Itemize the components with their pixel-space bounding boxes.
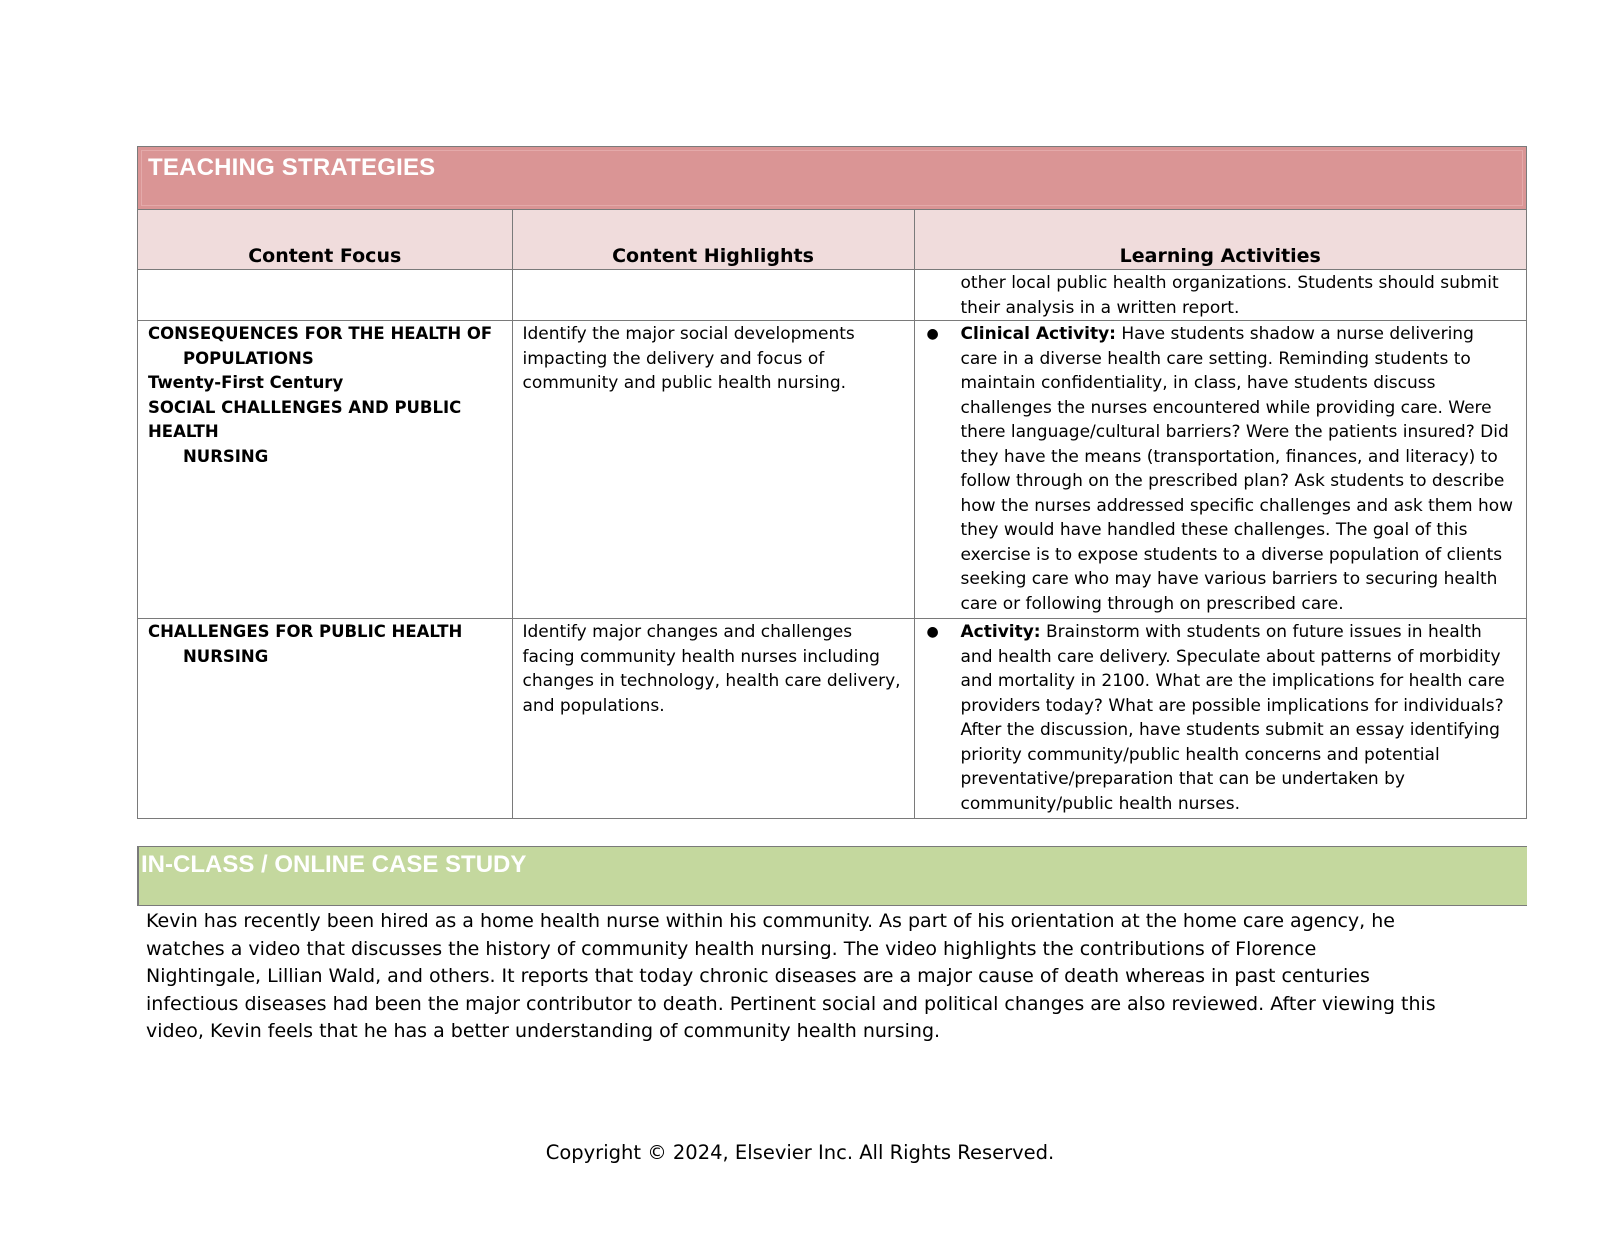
table-row bbox=[138, 619, 1526, 818]
teaching-strategies-header bbox=[138, 147, 1526, 210]
learning-activity-cell bbox=[914, 619, 1526, 818]
column-header-content-focus: Content Focus bbox=[138, 210, 512, 270]
activity-item bbox=[925, 620, 1517, 816]
case-study-title: IN-CLASS / ONLINE CASE STUDY bbox=[141, 851, 527, 878]
bullet-icon: ● bbox=[926, 624, 939, 640]
strategies-grid bbox=[138, 210, 1526, 818]
activity-text: Have students shadow a nurse delivering care in a diverse health care setting. Reminding students to maintain confidentiality, in class, have students discuss challenges the nurses encountered while providing care. Were there language/cultural barriers? Were the patients insured? Did they have the means (transportation, finances, and literacy) to follow through on the prescribed plan? Ask students to describe how the nurses addressed specific challenges and ask them how they would have handled these challenges. The goal of this exercise is to expose students to a diverse population of clients seeking care who may have various barriers to securing health care or following through on prescribed care. bbox=[960, 324, 1514, 614]
focus-line: SOCIAL CHALLENGES AND PUBLIC HEALTH bbox=[148, 397, 462, 441]
focus-line: CONSEQUENCES FOR THE HEALTH OF bbox=[148, 324, 493, 343]
content-focus-cell bbox=[138, 619, 512, 818]
column-header-content-highlights: Content Highlights bbox=[512, 210, 914, 270]
activity-label: Activity: bbox=[960, 622, 1041, 642]
table-row bbox=[138, 270, 1526, 321]
teaching-strategies-title: TEACHING STRATEGIES bbox=[148, 154, 436, 181]
table-row bbox=[138, 321, 1526, 619]
focus-line: CHALLENGES FOR PUBLIC HEALTH bbox=[148, 622, 463, 641]
learning-activity-cell bbox=[914, 270, 1526, 321]
activity-label: Clinical Activity: bbox=[960, 324, 1116, 344]
focus-line: POPULATIONS bbox=[183, 348, 314, 368]
content-highlight-cell bbox=[512, 619, 914, 818]
bullet-icon: ● bbox=[926, 326, 939, 342]
learning-activity-cell bbox=[914, 321, 1526, 619]
content-highlight-cell bbox=[512, 270, 914, 321]
column-header-learning-activities: Learning Activities bbox=[914, 210, 1526, 270]
focus-line: Twenty-First Century bbox=[148, 373, 344, 392]
case-study-text: Kevin has recently been hired as a home health nurse within his community. As part of his orientation at the home care agency, he watches a video that discusses the history of community health nursing. The video highlights the contributions of Florence Nightingale, Lillian Wald, and others. It reports that today chronic diseases are a major cause of death whereas in past centuries infectious diseases had been the major contributor to death. Pertinent social and political changes are also reviewed. After viewing this video, Kevin feels that he has a better understanding of community health nursing. bbox=[146, 910, 1436, 1042]
content-focus-cell bbox=[138, 321, 512, 619]
activity-text: other local public health organizations. Students should submit their analysis in a written report. bbox=[960, 273, 1499, 318]
content-highlight-cell bbox=[512, 321, 914, 619]
activity-continuation bbox=[925, 271, 1517, 320]
focus-line: NURSING bbox=[183, 446, 269, 466]
activity-text: Brainstorm with students on future issues in health and health care delivery. Speculate about patterns of morbidity and mortality in 2100. What are the implications for health care providers today? What are possible implications for individuals? After the discussion, have students submit an essay identifying priority community/public health concerns and potential preventative/preparation that can be undertaken by community/public health nurses. bbox=[960, 622, 1505, 814]
column-header-row bbox=[138, 210, 1526, 270]
teaching-strategies-table bbox=[137, 146, 1527, 819]
focus-line: NURSING bbox=[183, 646, 269, 666]
copyright-footer: Copyright © 2024, Elsevier Inc. All Rights Reserved. bbox=[545, 1141, 1055, 1164]
case-study-header bbox=[137, 846, 1527, 906]
content-focus-cell bbox=[138, 270, 512, 321]
highlight-text: Identify major changes and challenges facing community health nurses including changes in technology, health care delivery, and populations. bbox=[522, 622, 901, 716]
activity-item bbox=[925, 322, 1517, 616]
highlight-text: Identify the major social developments impacting the delivery and focus of community and public health nursing. bbox=[522, 324, 855, 393]
